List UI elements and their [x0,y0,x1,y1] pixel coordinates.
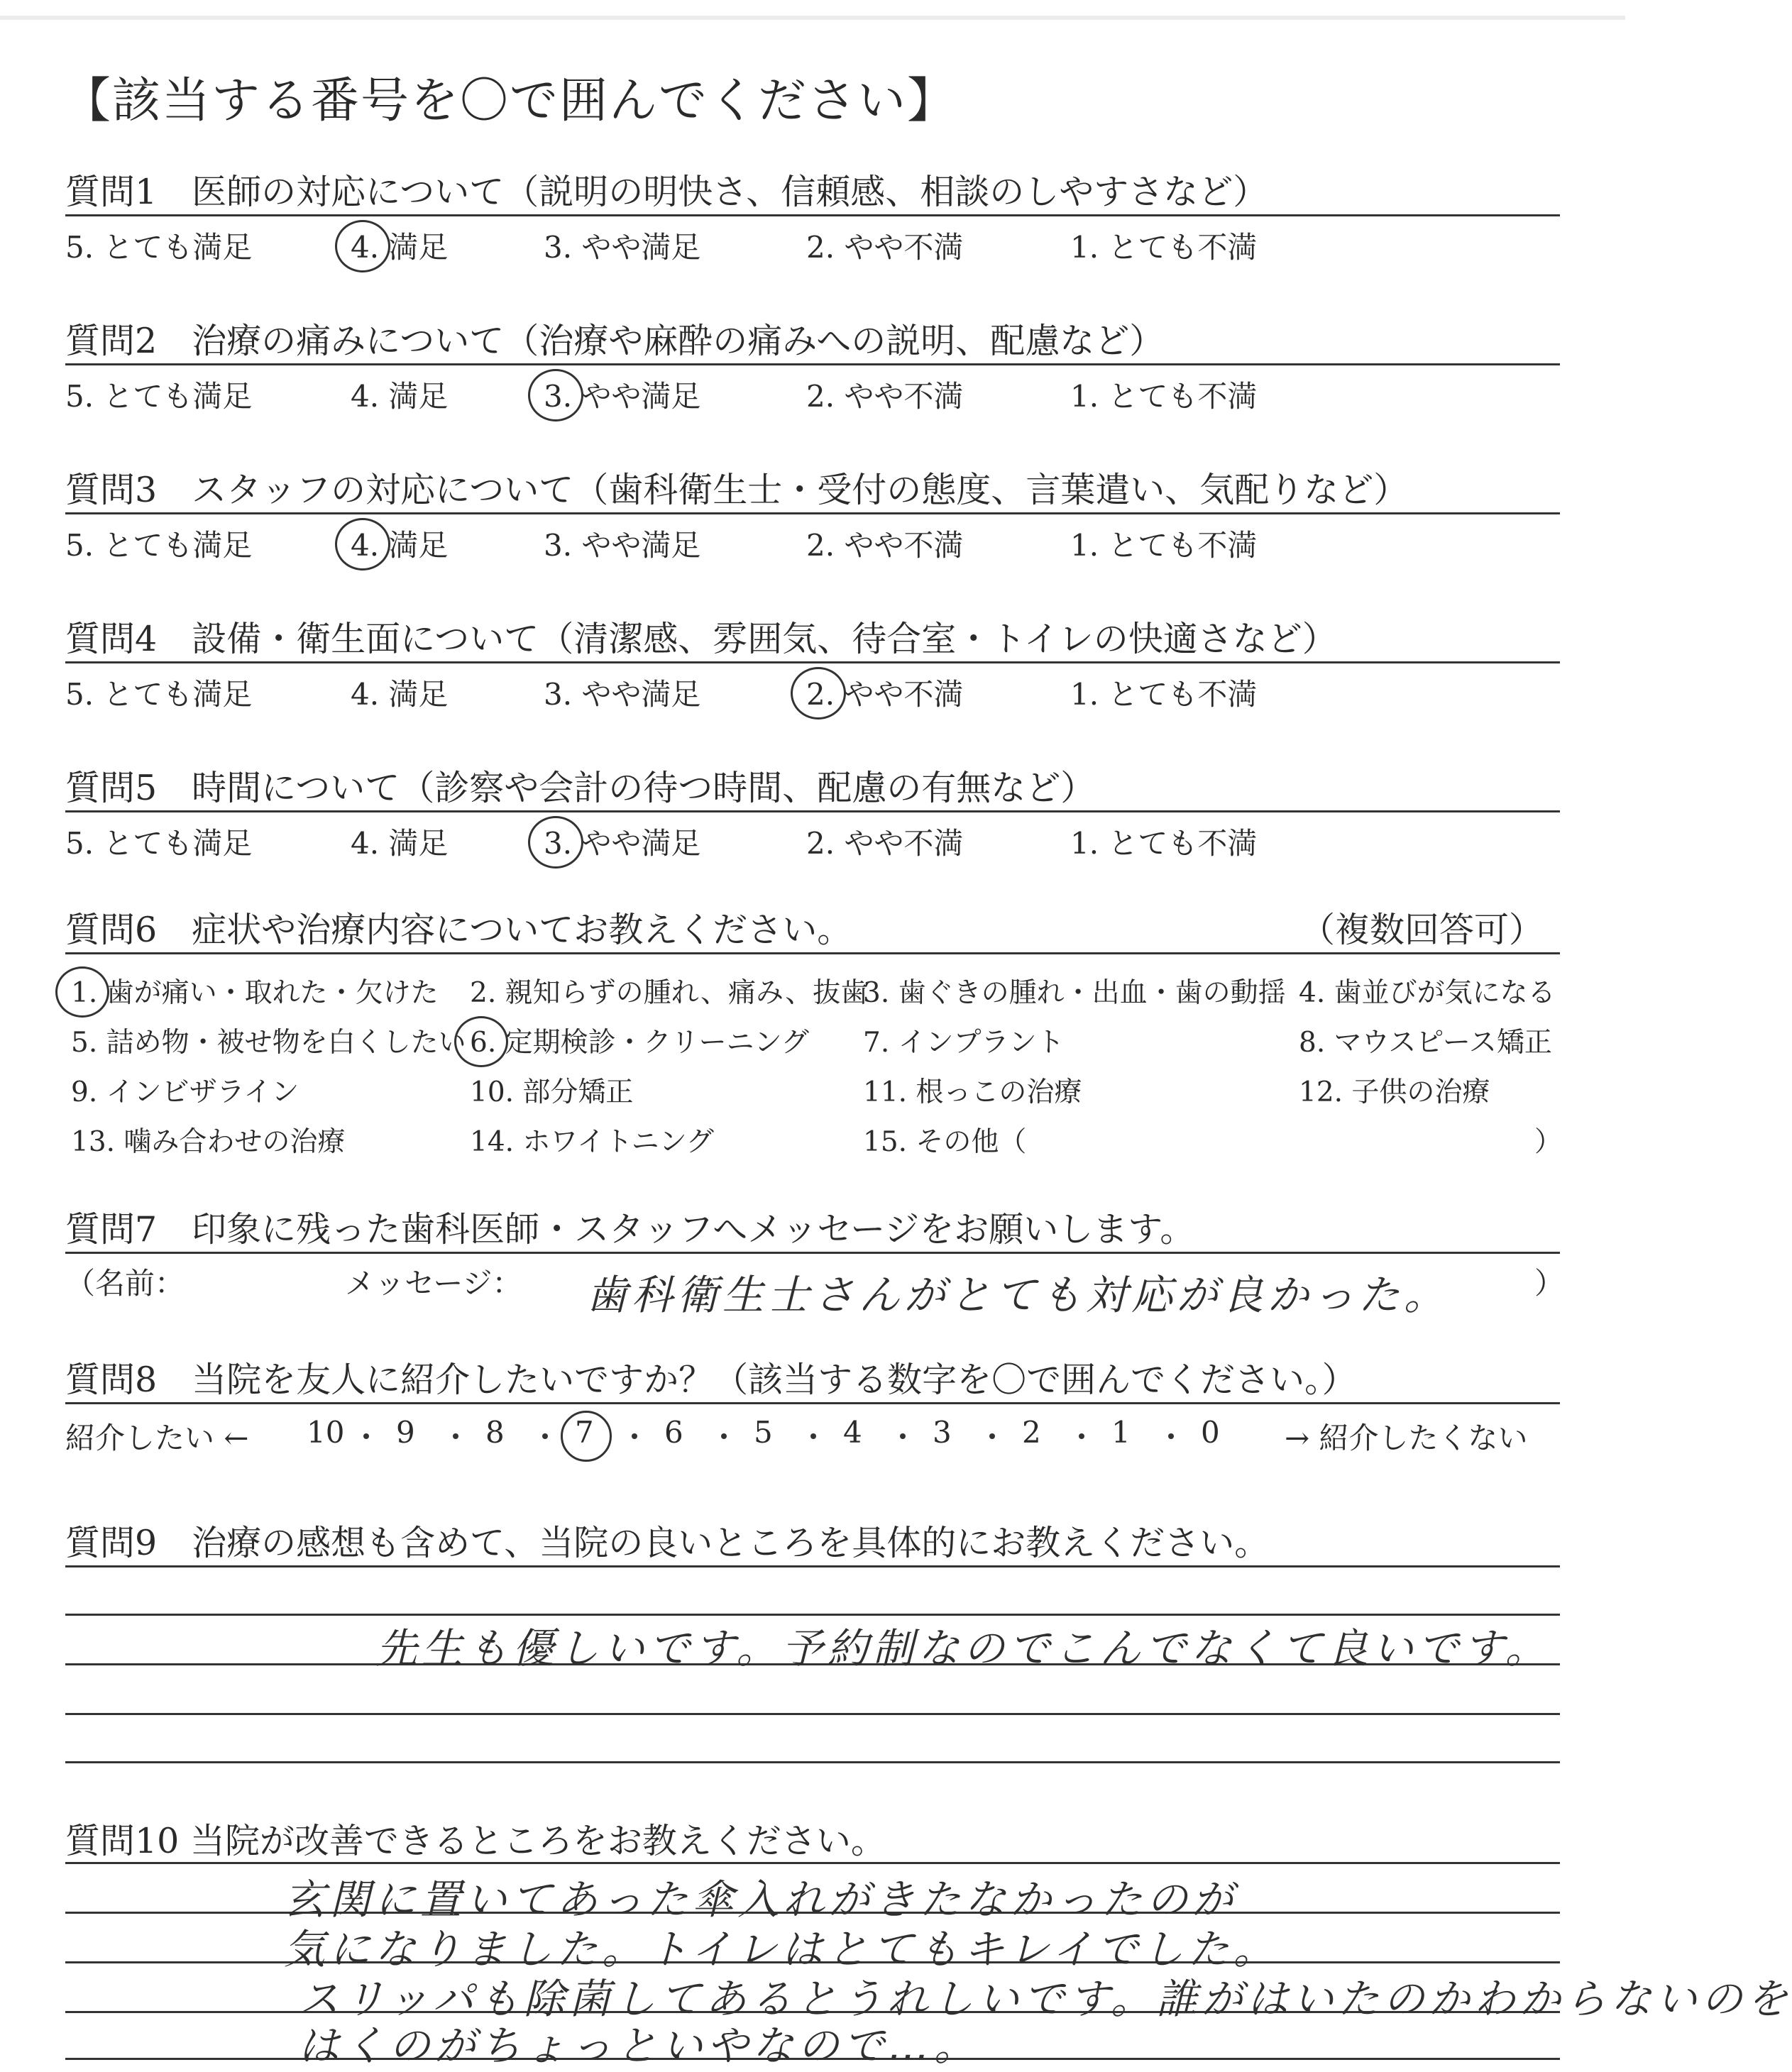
q8-right-label: → 紹介したくない [1285,1421,1528,1455]
q3-title: 質問3 スタッフの対応について（歯科衛生士・受付の態度、言葉遣い、気配りなど） [65,470,1409,510]
q10-rule-1 [65,1862,1560,1864]
q7-message-label: メッセージ： [345,1266,522,1301]
q5-option-4[interactable]: 4. 満足 [351,826,449,861]
q8-scale-10[interactable]: 10 [307,1415,345,1450]
q6-option-1[interactable]: 1. 歯が痛い・取れた・欠けた [71,977,439,1009]
q9-rule-1 [65,1565,1560,1567]
q1-option-5[interactable]: 5. とても満足 [65,230,253,265]
q8-separator-dot [1168,1433,1174,1439]
q8-scale-8[interactable]: 8 [485,1415,505,1450]
q9-rule-5 [65,1761,1560,1763]
q6-option-2[interactable]: 2. 親知らずの腫れ、痛み、抜歯 [470,977,869,1009]
q7-close-paren: ） [1534,1266,1565,1301]
q8-separator-dot [542,1433,548,1439]
q8-scale-2[interactable]: 2 [1022,1415,1041,1450]
q8-scale-1[interactable]: 1 [1111,1415,1131,1450]
q3-option-2[interactable]: 2. やや不満 [806,528,964,563]
q5-title: 質問5 時間について（診察や会計の待つ時間、配慮の有無など） [65,768,1096,808]
q5-rule [65,810,1560,812]
q10-title: 質問10 当院が改善できるところをお教えください。 [65,1821,886,1861]
q2-option-4[interactable]: 4. 満足 [351,379,449,414]
q1-rule [65,214,1560,216]
q6-option-7[interactable]: 7. インプラント [863,1027,1065,1059]
q4-option-5[interactable]: 5. とても満足 [65,677,253,712]
q2-option-1[interactable]: 1. とても不満 [1070,379,1258,414]
q8-separator-dot [632,1433,637,1439]
q1-option-4[interactable]: 4. 満足 [351,230,449,265]
q10-handwritten-line-3: スリッパも除菌してあるとうれしいです。誰がはいたのかわからないのを [298,1975,1792,2023]
q9-rule-4 [65,1713,1560,1715]
q6-option-6[interactable]: 6. 定期検診・クリーニング [470,1027,809,1059]
q2-title: 質問2 治療の痛みについて（治療や麻酔の痛みへの説明、配慮など） [65,321,1165,361]
q3-option-5[interactable]: 5. とても満足 [65,528,253,563]
q5-option-3[interactable]: 3. やや満足 [544,826,701,861]
q1-option-1[interactable]: 1. とても不満 [1070,230,1258,265]
q3-option-1[interactable]: 1. とても不満 [1070,528,1258,563]
q8-separator-dot [810,1433,816,1439]
q6-option-14[interactable]: 14. ホワイトニング [470,1126,714,1158]
q4-title: 質問4 設備・衛生面について（清潔感、雰囲気、待合室・トイレの快適さなど） [65,619,1337,659]
q5-option-2[interactable]: 2. やや不満 [806,826,964,861]
q9-handwritten-answer: 先生も優しいです。予約制なのでこんでなくて良いです。 [376,1624,1551,1673]
q3-selection-circle [335,518,390,571]
q7-name-label: （名前： [65,1266,185,1301]
q8-selection-circle [561,1411,612,1462]
q6-option-15[interactable]: 15. その他（ [863,1126,1027,1158]
q4-option-3[interactable]: 3. やや満足 [544,677,701,712]
q8-separator-dot [1079,1433,1084,1439]
q6-note: （複数回答可） [1300,910,1544,950]
q6-selection-circle [55,966,109,1018]
q8-scale-5[interactable]: 5 [754,1415,773,1450]
q3-option-3[interactable]: 3. やや満足 [544,528,701,563]
q6-title: 質問6 症状や治療内容についてお教えください。 [65,910,852,950]
q1-option-2[interactable]: 2. やや不満 [806,230,964,265]
q8-rule [65,1402,1560,1404]
q7-handwritten-message: 歯科衛生士さんがとても対応が良かった。 [586,1271,1450,1319]
q2-option-5[interactable]: 5. とても満足 [65,379,253,414]
q8-title: 質問8 当院を友人に紹介したいですか？（該当する数字を〇で囲んでください。） [65,1360,1357,1400]
q8-separator-dot [363,1433,369,1439]
q8-separator-dot [900,1433,906,1439]
q6-option-3[interactable]: 3. 歯ぐきの腫れ・出血・歯の動揺 [863,977,1286,1009]
q10-handwritten-line-2: 気になりました。トイレはとてもキレイでした。 [284,1925,1279,1973]
q8-separator-dot [453,1433,458,1439]
q4-option-4[interactable]: 4. 満足 [351,677,449,712]
q8-scale-6[interactable]: 6 [664,1415,683,1450]
q6-selection-circle [454,1016,508,1067]
q6-rule [65,952,1560,954]
q9-title: 質問9 治療の感想も含めて、当院の良いところを具体的にお教えください。 [65,1523,1270,1563]
q8-scale-9[interactable]: 9 [396,1415,415,1450]
q1-title: 質問1 医師の対応について（説明の明快さ、信頼感、相談のしやすさなど） [65,172,1268,212]
q4-selection-circle [791,667,846,720]
q6-option-13[interactable]: 13. 噛み合わせの治療 [71,1126,346,1158]
q8-scale-0[interactable]: 0 [1201,1415,1220,1450]
q5-option-1[interactable]: 1. とても不満 [1070,826,1258,861]
q2-selection-circle [528,369,583,421]
q6-option-11[interactable]: 11. 根っこの治療 [863,1076,1082,1108]
q8-scale-3[interactable]: 3 [933,1415,952,1450]
q5-option-5[interactable]: 5. とても満足 [65,826,253,861]
q6-option-12[interactable]: 12. 子供の治療 [1299,1076,1490,1108]
q6-option-9[interactable]: 9. インビザライン [71,1076,299,1108]
q10-handwritten-line-1: 玄関に置いてあった傘入れがきたなかったのが [284,1875,1238,1924]
q2-option-3[interactable]: 3. やや満足 [544,379,701,414]
page-heading: 【該当する番号を〇で囲んでください】 [62,73,957,129]
q7-title: 質問7 印象に残った歯科医師・スタッフへメッセージをお願いします。 [65,1209,1195,1250]
q8-separator-dot [989,1433,995,1439]
q8-left-label: 紹介したい ← [65,1421,249,1455]
q4-option-2[interactable]: 2. やや不満 [806,677,964,712]
q3-rule [65,512,1560,514]
q7-rule [65,1252,1560,1254]
q6-option-5[interactable]: 5. 詰め物・被せ物を白くしたい [71,1027,466,1059]
q8-scale-4[interactable]: 4 [843,1415,862,1450]
q10-handwritten-line-4: はくのがちょっといやなので…。 [298,2022,980,2070]
q4-option-1[interactable]: 1. とても不満 [1070,677,1258,712]
q6-option-8[interactable]: 8. マウスピース矯正 [1299,1027,1552,1059]
q1-option-3[interactable]: 3. やや満足 [544,230,701,265]
scan-edge [0,16,1625,20]
q8-scale-7[interactable]: 7 [575,1415,594,1450]
q1-selection-circle [335,220,390,272]
q4-rule [65,661,1560,663]
q6-close-paren: ） [1534,1126,1563,1158]
q2-rule [65,363,1560,365]
q3-option-4[interactable]: 4. 満足 [351,528,449,563]
q6-option-10[interactable]: 10. 部分矯正 [470,1076,634,1108]
q5-selection-circle [528,816,583,869]
q8-separator-dot [721,1433,727,1439]
q6-option-4[interactable]: 4. 歯並びが気になる [1299,977,1556,1009]
q2-option-2[interactable]: 2. やや不満 [806,379,964,414]
